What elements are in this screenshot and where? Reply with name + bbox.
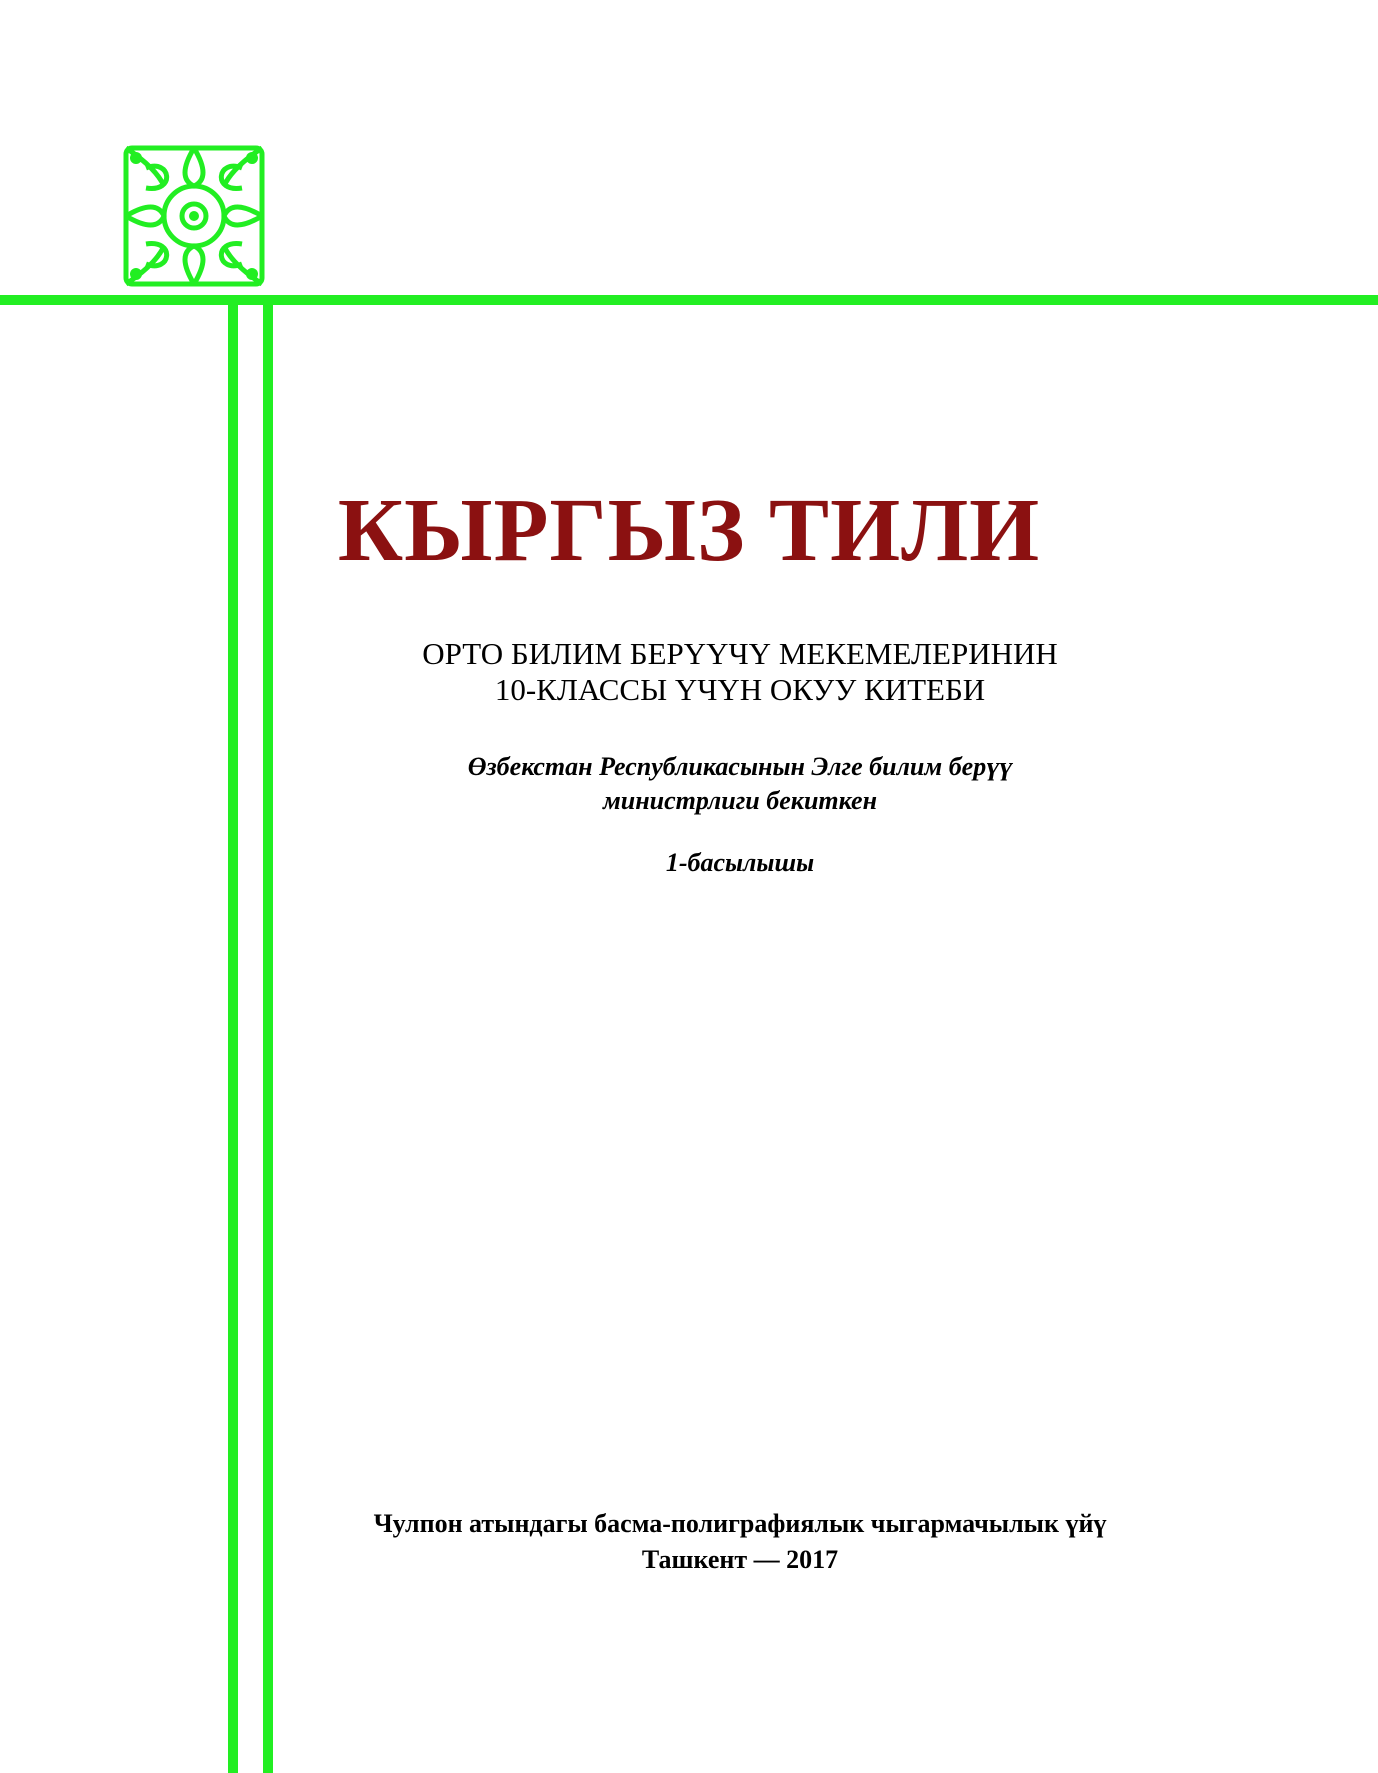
book-title: КЫРГЫЗ ТИЛИ (337, 481, 1041, 580)
ornament-icon (116, 138, 272, 294)
book-subtitle (0, 636, 1378, 708)
approval-line: Өзбекстан Республикасынын Элге билим берүү (467, 752, 1013, 781)
horizontal-frame-line (0, 295, 1378, 305)
publisher-name: Чулпон атындагы басма-полиграфиялык чыгармачылык үйү (373, 1509, 1107, 1538)
subtitle-line: 10-КЛАССЫ ҮЧҮН ОКУУ КИТЕБИ (494, 672, 986, 707)
subtitle-line: ОРТО БИЛИМ БЕРҮҮЧҮ МЕКЕМЕЛЕРИНИН (422, 636, 1058, 671)
publisher-block (0, 1506, 1378, 1578)
approval-line: министрлиги бекиткен (602, 786, 878, 815)
publication-place-year: Ташкент — 2017 (641, 1545, 839, 1574)
edition-label: 1-басылышы (665, 848, 815, 877)
approval-note (0, 750, 1378, 818)
